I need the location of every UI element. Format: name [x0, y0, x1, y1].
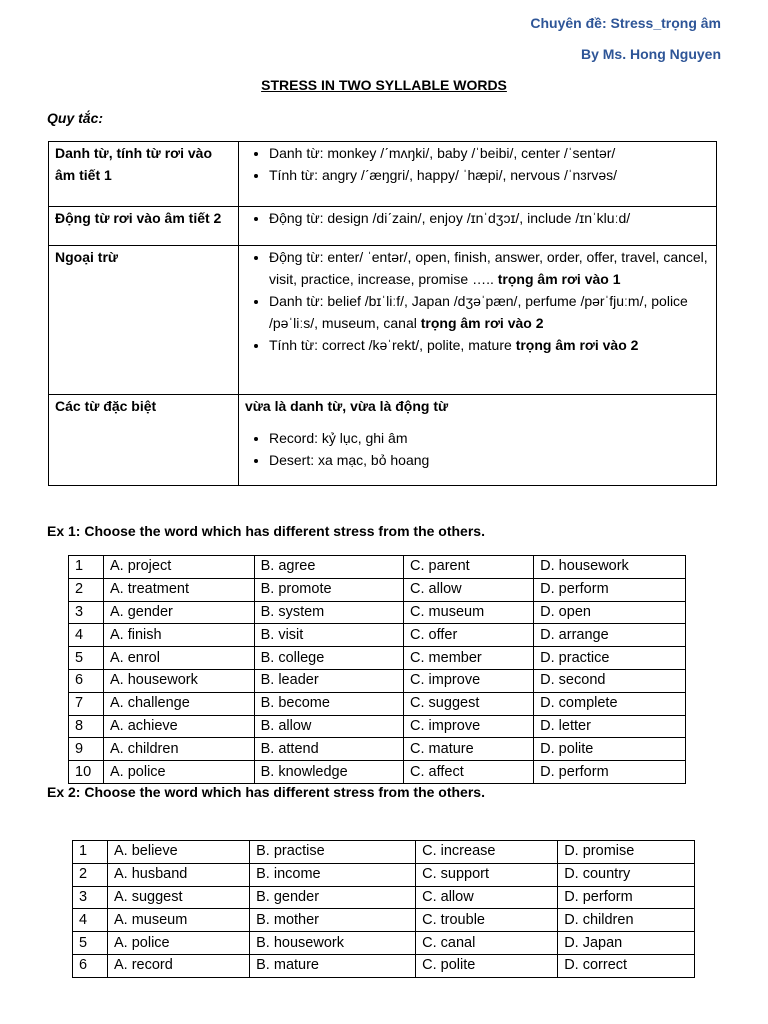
- answer-option: B. system: [254, 601, 403, 624]
- answer-option: A. gender: [104, 601, 255, 624]
- answer-option: B. gender: [250, 886, 416, 909]
- rule-item: • Động từ: design /diˊzain/, enjoy /ɪnˈdʒɔɪ/, include /ɪnˈkluːd/: [269, 207, 710, 229]
- table-row: [73, 932, 695, 955]
- answer-option: D. letter: [534, 715, 686, 738]
- answer-option: A. children: [104, 738, 255, 761]
- page-title: STRESS IN TWO SYLLABLE WORDS: [261, 77, 507, 93]
- exercise-2-title: Ex 2: Choose the word which has different stress from the others.: [47, 784, 485, 800]
- answer-option: A. enrol: [104, 647, 255, 670]
- answer-option: D. country: [558, 863, 695, 886]
- rules-key: Các từ đặc biệt: [49, 395, 239, 486]
- answer-option: C. offer: [404, 624, 534, 647]
- exercise-2-table: [72, 840, 695, 978]
- answer-option: D. housework: [534, 556, 686, 579]
- rule-item: • Desert: xa mạc, bỏ hoang: [269, 449, 710, 471]
- rule-item: • Danh từ: monkey /ˊmʌŋki/, baby /ˈbeibi/, center /ˈsentər/: [269, 142, 710, 164]
- answer-option: A. police: [108, 932, 250, 955]
- answer-option: B. practise: [250, 841, 416, 864]
- question-number: 6: [73, 954, 108, 977]
- rules-content: [239, 207, 717, 246]
- answer-option: D. practice: [534, 647, 686, 670]
- header-topic: Chuyên đề: Stress_trọng âm: [530, 15, 721, 31]
- table-row: [69, 669, 686, 692]
- answer-option: A. husband: [108, 863, 250, 886]
- rule-emphasis: trọng âm rơi vào 2: [420, 315, 544, 331]
- table-row: [73, 886, 695, 909]
- answer-option: B. allow: [254, 715, 403, 738]
- rule-emphasis: trọng âm rơi vào 2: [515, 337, 639, 353]
- question-number: 10: [69, 761, 104, 784]
- table-row: [69, 624, 686, 647]
- exercise-1-table: [68, 555, 686, 784]
- question-number: 3: [69, 601, 104, 624]
- table-row: [69, 647, 686, 670]
- question-number: 1: [69, 556, 104, 579]
- rules-content: [239, 395, 717, 486]
- answer-option: D. perform: [534, 761, 686, 784]
- question-number: 8: [69, 715, 104, 738]
- answer-option: A. achieve: [104, 715, 255, 738]
- answer-option: B. knowledge: [254, 761, 403, 784]
- question-number: 1: [73, 841, 108, 864]
- table-row: [69, 601, 686, 624]
- answer-option: C. improve: [404, 715, 534, 738]
- answer-option: C. member: [404, 647, 534, 670]
- answer-option: B. visit: [254, 624, 403, 647]
- question-number: 7: [69, 692, 104, 715]
- special-head: vừa là danh từ, vừa là động từ: [245, 398, 449, 414]
- rules-key: Danh từ, tính từ rơi vào âm tiết 1: [49, 142, 239, 207]
- answer-option: B. income: [250, 863, 416, 886]
- answer-option: D. polite: [534, 738, 686, 761]
- answer-option: A. project: [104, 556, 255, 579]
- answer-option: D. complete: [534, 692, 686, 715]
- answer-option: B. become: [254, 692, 403, 715]
- answer-option: B. housework: [250, 932, 416, 955]
- rule-item: [269, 290, 710, 334]
- answer-option: D. promise: [558, 841, 695, 864]
- rule-text: Danh từ: belief /bɪˈliːf/, Japan /dʒəˈpæn/, perfume /pərˈfjuːm/, police /pəˈliːs/, museum, canal: [269, 293, 688, 331]
- answer-option: C. suggest: [404, 692, 534, 715]
- rules-key: Ngoại trừ: [49, 246, 239, 395]
- answer-option: C. polite: [416, 954, 558, 977]
- answer-option: C. increase: [416, 841, 558, 864]
- answer-option: D. arrange: [534, 624, 686, 647]
- rules-row-1: [49, 142, 717, 207]
- answer-option: C. parent: [404, 556, 534, 579]
- answer-option: B. college: [254, 647, 403, 670]
- table-row: [73, 841, 695, 864]
- answer-option: D. open: [534, 601, 686, 624]
- answer-option: A. believe: [108, 841, 250, 864]
- rule-item: [269, 334, 710, 356]
- question-number: 4: [73, 909, 108, 932]
- rule-item: • Tính từ: angry /ˊæŋgri/, happy/ ˈhæpi/, nervous /ˈnɜrvəs/: [269, 164, 710, 186]
- answer-option: C. improve: [404, 669, 534, 692]
- header-author: By Ms. Hong Nguyen: [580, 46, 721, 62]
- table-row: [73, 954, 695, 977]
- answer-option: B. leader: [254, 669, 403, 692]
- rules-row-3: [49, 246, 717, 395]
- answer-option: D. perform: [558, 886, 695, 909]
- question-number: 5: [69, 647, 104, 670]
- rules-row-4: [49, 395, 717, 486]
- question-number: 6: [69, 669, 104, 692]
- rules-content: [239, 246, 717, 395]
- rules-label: Quy tắc:: [47, 110, 104, 126]
- answer-option: D. second: [534, 669, 686, 692]
- answer-option: D. correct: [558, 954, 695, 977]
- answer-option: C. allow: [404, 578, 534, 601]
- rule-item: [269, 246, 710, 290]
- rule-emphasis: trọng âm rơi vào 1: [497, 271, 621, 287]
- answer-option: A. treatment: [104, 578, 255, 601]
- table-row: [69, 761, 686, 784]
- rules-content: [239, 142, 717, 207]
- exercise-1-title: Ex 1: Choose the word which has different stress from the others.: [47, 523, 485, 539]
- answer-option: C. trouble: [416, 909, 558, 932]
- answer-option: A. finish: [104, 624, 255, 647]
- rules-table: [48, 141, 717, 486]
- rule-text: Động từ: enter/ ˈentər/, open, finish, answer, order, offer, travel, cancel, visit, practice, increase, promise …..: [269, 249, 708, 287]
- answer-option: A. suggest: [108, 886, 250, 909]
- rules-row-2: [49, 207, 717, 246]
- answer-option: A. housework: [104, 669, 255, 692]
- table-row: [69, 715, 686, 738]
- answer-option: B. attend: [254, 738, 403, 761]
- question-number: 9: [69, 738, 104, 761]
- answer-option: D. children: [558, 909, 695, 932]
- answer-option: C. support: [416, 863, 558, 886]
- rule-item: • Record: kỷ lục, ghi âm: [269, 427, 710, 449]
- rules-key: Động từ rơi vào âm tiết 2: [49, 207, 239, 246]
- answer-option: A. challenge: [104, 692, 255, 715]
- table-row: [69, 692, 686, 715]
- table-row: [73, 863, 695, 886]
- answer-option: C. allow: [416, 886, 558, 909]
- table-row: [69, 578, 686, 601]
- question-number: 5: [73, 932, 108, 955]
- table-row: [69, 556, 686, 579]
- question-number: 2: [73, 863, 108, 886]
- answer-option: D. Japan: [558, 932, 695, 955]
- answer-option: B. mature: [250, 954, 416, 977]
- rule-text: Tính từ: correct /kəˈrekt/, polite, mature: [269, 337, 516, 353]
- table-row: [73, 909, 695, 932]
- question-number: 4: [69, 624, 104, 647]
- question-number: 2: [69, 578, 104, 601]
- answer-option: A. police: [104, 761, 255, 784]
- answer-option: B. agree: [254, 556, 403, 579]
- answer-option: A. record: [108, 954, 250, 977]
- question-number: 3: [73, 886, 108, 909]
- answer-option: C. museum: [404, 601, 534, 624]
- answer-option: C. canal: [416, 932, 558, 955]
- answer-option: A. museum: [108, 909, 250, 932]
- table-row: [69, 738, 686, 761]
- answer-option: B. promote: [254, 578, 403, 601]
- answer-option: C. mature: [404, 738, 534, 761]
- answer-option: C. affect: [404, 761, 534, 784]
- answer-option: B. mother: [250, 909, 416, 932]
- answer-option: D. perform: [534, 578, 686, 601]
